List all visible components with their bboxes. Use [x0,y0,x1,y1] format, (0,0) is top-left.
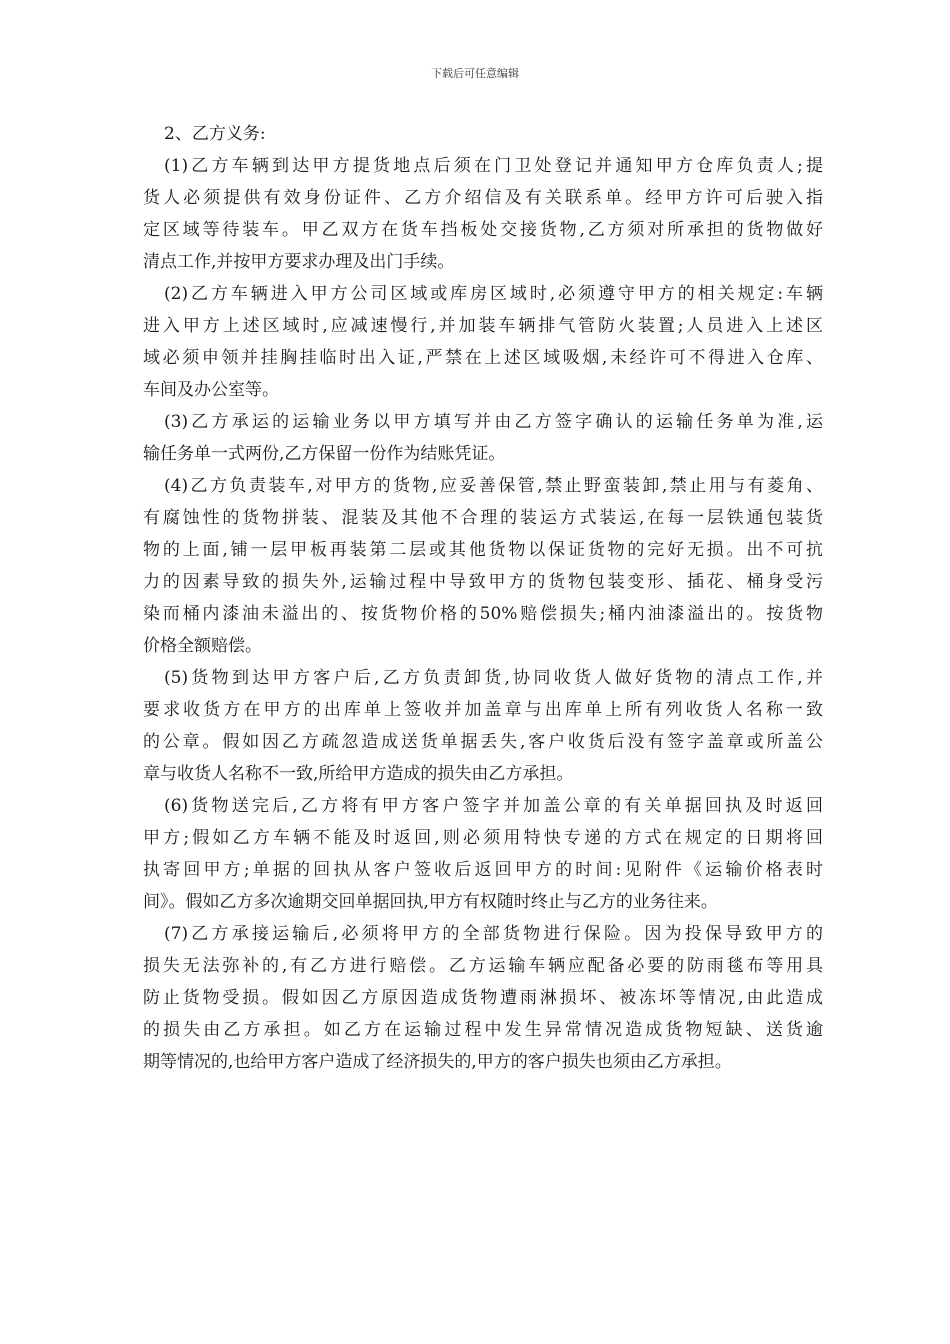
paragraph-7 [143,918,823,1078]
paragraph-line: (1)乙方车辆到达甲方提货地点后须在门卫处登记并通知甲方仓库负责人;提 [164,156,823,176]
paragraph-line: 物的上面,铺一层甲板再装第二层或其他货物以保证货物的完好无损。出不可抗 [143,540,823,560]
paragraph-3 [143,406,823,470]
paragraph-line: 染而桶内漆油未溢出的、按货物价格的50%赔偿损失;桶内油漆溢出的。按货物 [143,604,823,624]
paragraph-line: (3)乙方承运的运输业务以甲方填写并由乙方签字确认的运输任务单为准,运 [164,412,823,432]
paragraph-line: 章与收货人名称不一致,所给甲方造成的损失由乙方承担。 [143,764,574,784]
paragraph-line: 间》。假如乙方多次逾期交回单据回执,甲方有权随时终止与乙方的业务往来。 [143,892,718,912]
paragraph-line: 的损失由乙方承担。如乙方在运输过程中发生异常情况造成货物短缺、送货逾 [143,1020,823,1040]
paragraph-1 [143,150,823,278]
paragraph-5 [143,662,823,790]
paragraph-line: 防止货物受损。假如因乙方原因造成货物遭雨淋损坏、被冻坏等情况,由此造成 [143,988,823,1008]
paragraph-line: 定区域等待装车。甲乙双方在货车挡板处交接货物,乙方须对所承担的货物做好 [143,220,823,240]
paragraph-line: 损失无法弥补的,有乙方进行赔偿。乙方运输车辆应配备必要的防雨毯布等用具 [143,956,823,976]
paragraph-line: 货人必须提供有效身份证件、乙方介绍信及有关联系单。经甲方许可后驶入指 [143,188,823,208]
paragraph-line: (7)乙方承接运输后,必须将甲方的全部货物进行保险。因为投保导致甲方的 [164,924,823,944]
paragraph-line: 期等情况的,也给甲方客户造成了经济损失的,甲方的客户损失也须由乙方承担。 [143,1052,732,1072]
paragraph-line: (5)货物到达甲方客户后,乙方负责卸货,协同收货人做好货物的清点工作,并 [164,668,823,688]
paragraph-line: 的公章。假如因乙方疏忽造成送货单据丢失,客户收货后没有签字盖章或所盖公 [143,732,823,752]
paragraph-line: 车间及办公室等。 [143,380,279,400]
paragraph-line: 力的因素导致的损失外,运输过程中导致甲方的货物包装变形、插花、桶身受污 [143,572,823,592]
paragraph-line: (6)货物送完后,乙方将有甲方客户签字并加盖公章的有关单据回执及时返回 [164,796,823,816]
paragraph-line: (2)乙方车辆进入甲方公司区域或库房区域时,必须遵守甲方的相关规定:车辆 [164,284,823,304]
section-title: 2、乙方义务: [164,124,266,144]
paragraph-line: 清点工作,并按甲方要求办理及出门手续。 [143,252,455,272]
paragraph-line: 域必须申领并挂胸挂临时出入证,严禁在上述区域吸烟,未经许可不得进入仓库、 [143,348,823,368]
header-note: 下载后可任意编辑 [431,67,519,80]
paragraph-line: 甲方;假如乙方车辆不能及时返回,则必须用特快专递的方式在规定的日期将回 [143,828,823,848]
paragraph-line: 输任务单一式两份,乙方保留一份作为结账凭证。 [143,444,506,464]
paragraph-line: (4)乙方负责装车,对甲方的货物,应妥善保管,禁止野蛮装卸,禁止用与有菱角、 [164,476,823,496]
paragraph-line: 价格全额赔偿。 [143,636,262,656]
paragraph-line: 有腐蚀性的货物拼装、混装及其他不合理的装运方式装运,在每一层铁通包装货 [143,508,823,528]
paragraph-6 [143,790,823,918]
paragraph-4 [143,470,823,662]
paragraph-line: 进入甲方上述区域时,应减速慢行,并加装车辆排气管防火装置;人员进入上述区 [143,316,823,336]
paragraph-line: 执寄回甲方;单据的回执从客户签收后返回甲方的时间:见附件《运输价格表时 [143,860,823,880]
paragraph-2 [143,278,823,406]
paragraph-line: 要求收货方在甲方的出库单上签收并加盖章与出库单上所有列收货人名称一致 [143,700,823,720]
document-body [143,118,823,1078]
